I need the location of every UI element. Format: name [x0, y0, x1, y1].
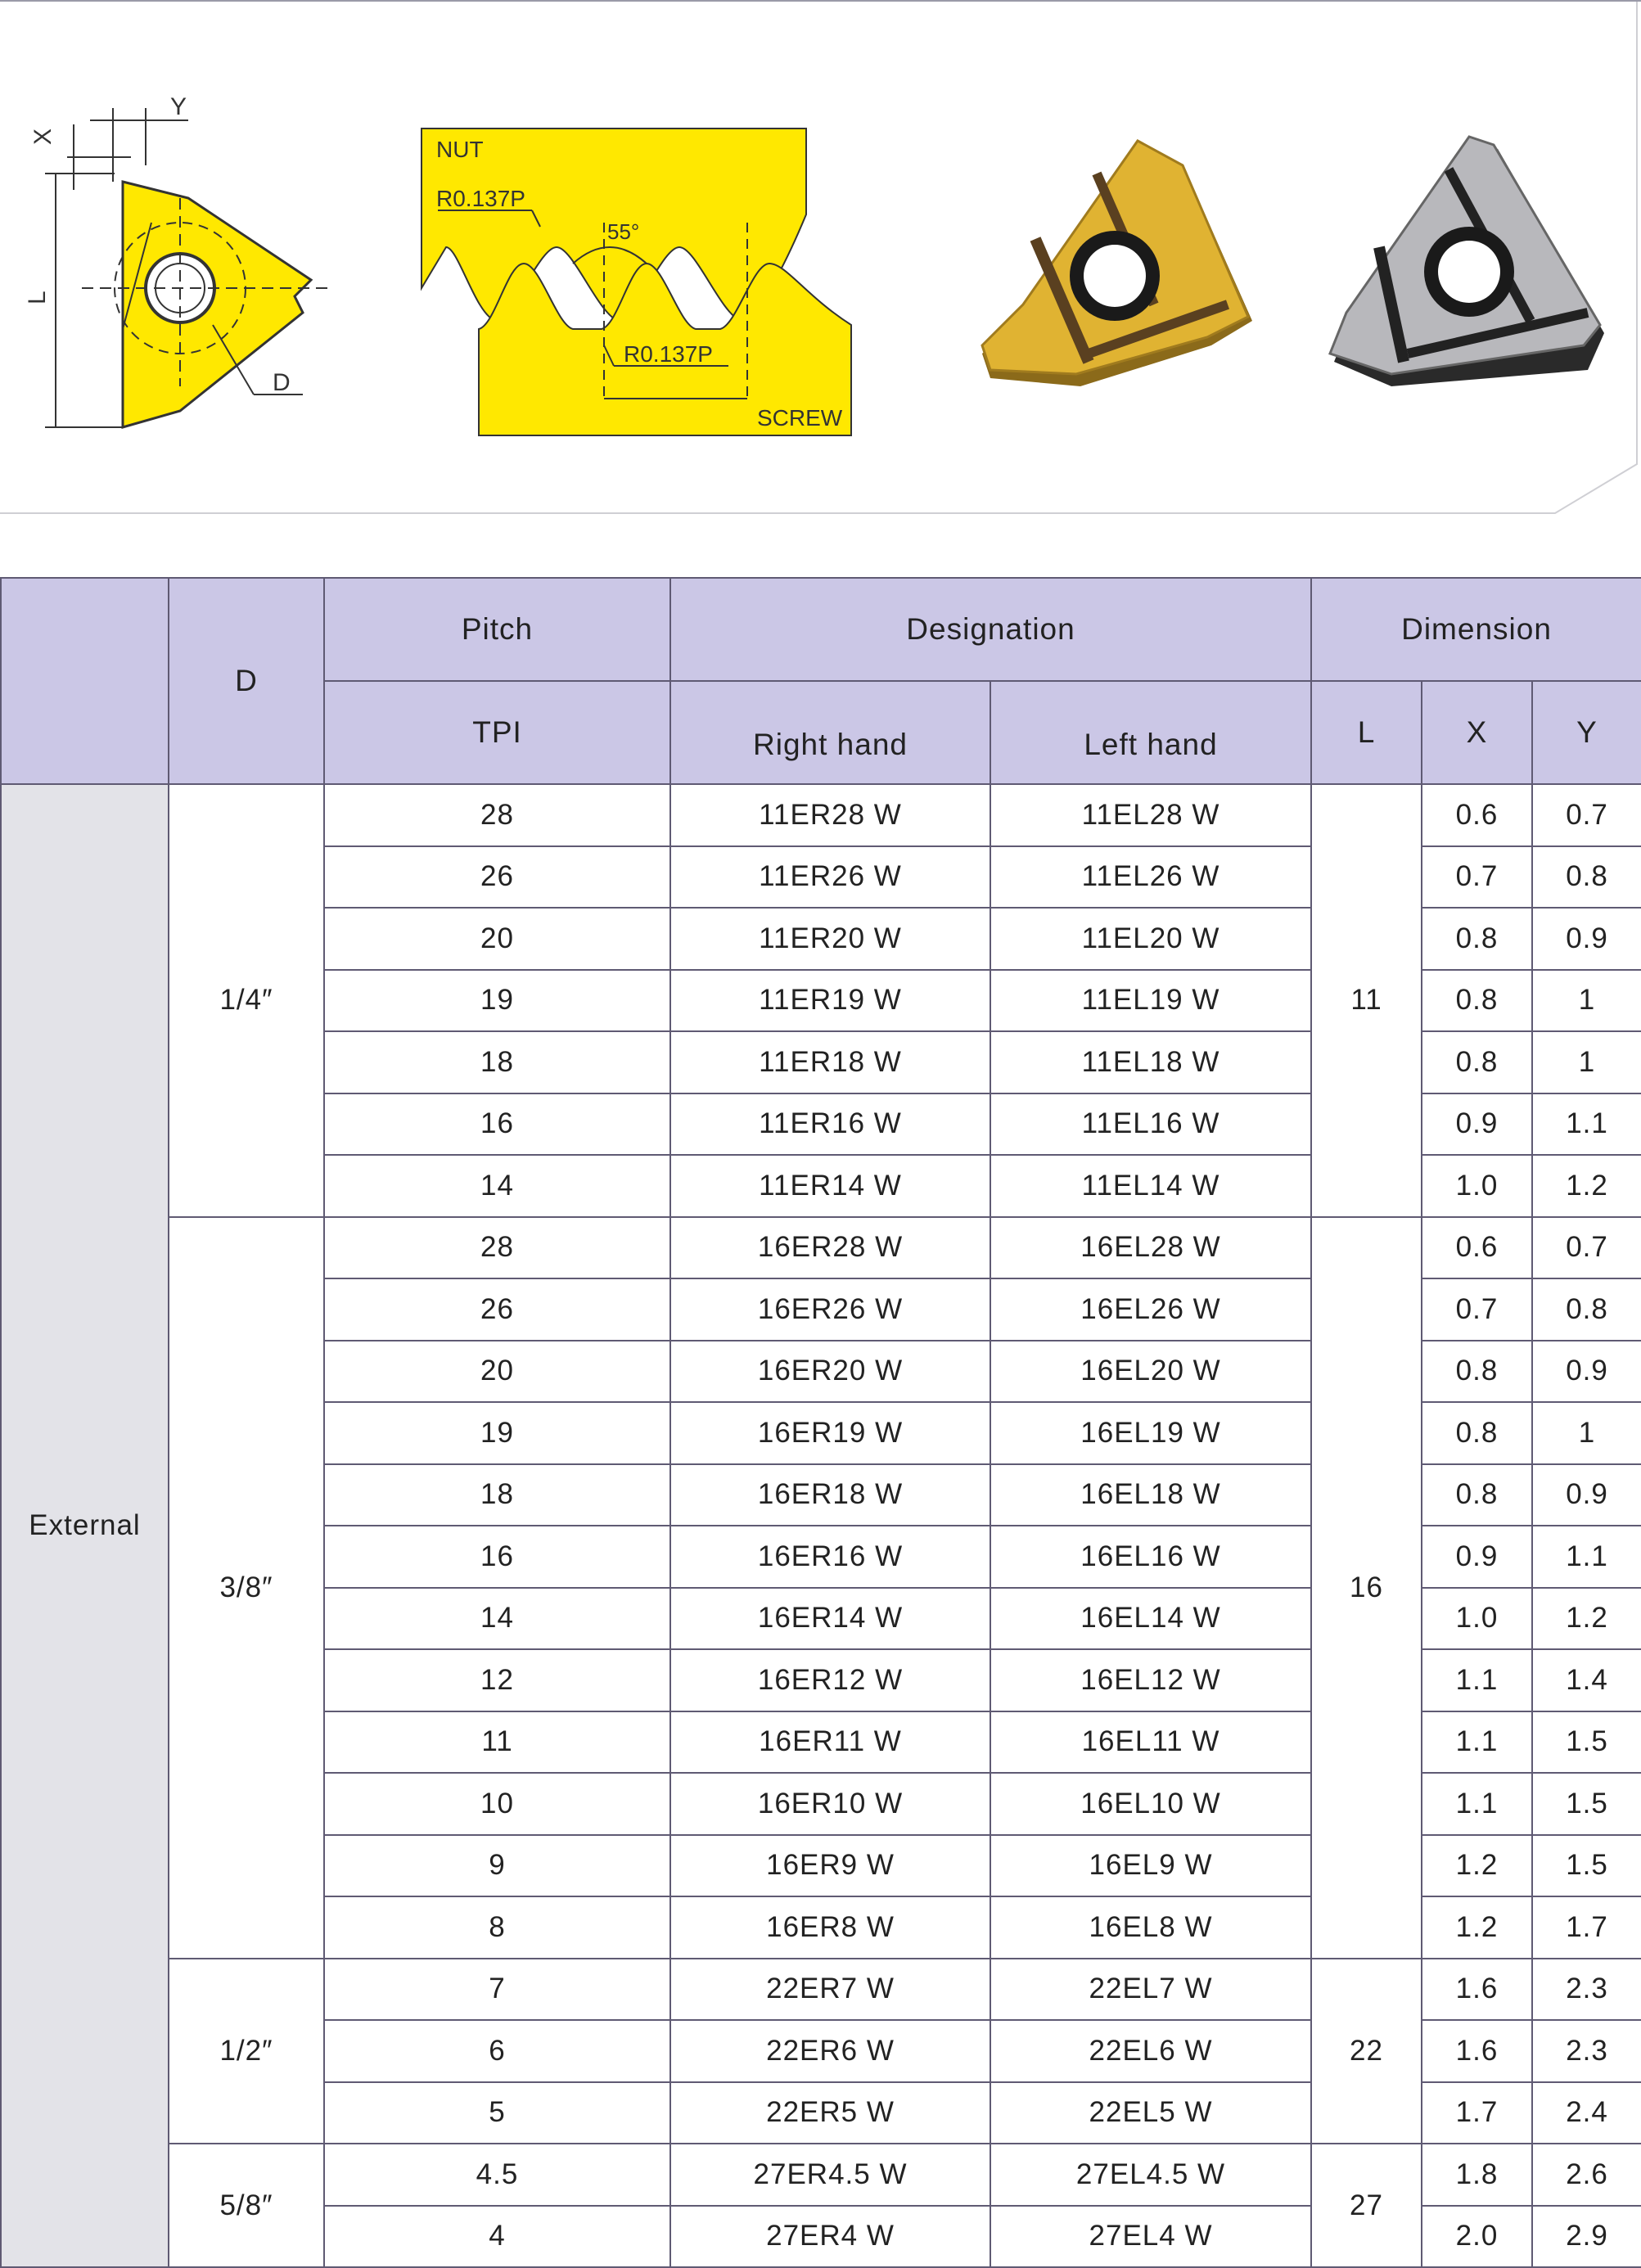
y-cell: 0.7	[1532, 1217, 1641, 1279]
tpi-cell: 26	[324, 1278, 670, 1341]
right-hand-cell: 16ER19 W	[670, 1402, 990, 1464]
header-dimension: Dimension	[1311, 578, 1641, 681]
d-cell: 1/2″	[169, 1959, 324, 2144]
right-hand-cell: 16ER26 W	[670, 1278, 990, 1341]
tpi-cell: 6	[324, 2020, 670, 2082]
x-cell: 1.1	[1422, 1649, 1532, 1711]
left-hand-cell: 16EL28 W	[990, 1217, 1311, 1279]
left-hand-cell: 11EL16 W	[990, 1093, 1311, 1156]
y-cell: 2.9	[1532, 2206, 1641, 2268]
right-hand-cell: 11ER18 W	[670, 1031, 990, 1093]
x-cell: 1.2	[1422, 1896, 1532, 1959]
x-cell: 0.9	[1422, 1526, 1532, 1588]
category-cell: External	[1, 784, 169, 2267]
right-hand-cell: 16ER10 W	[670, 1773, 990, 1835]
tpi-cell: 4	[324, 2206, 670, 2268]
tpi-cell: 16	[324, 1526, 670, 1588]
tpi-cell: 11	[324, 1711, 670, 1774]
right-hand-cell: 22ER6 W	[670, 2020, 990, 2082]
x-cell: 1.6	[1422, 2020, 1532, 2082]
left-hand-cell: 22EL6 W	[990, 2020, 1311, 2082]
d-cell: 3/8″	[169, 1217, 324, 1959]
right-hand-cell: 11ER16 W	[670, 1093, 990, 1156]
x-cell: 0.9	[1422, 1093, 1532, 1156]
left-hand-cell: 16EL12 W	[990, 1649, 1311, 1711]
right-hand-cell: 27ER4 W	[670, 2206, 990, 2268]
tpi-cell: 14	[324, 1155, 670, 1217]
right-hand-cell: 16ER9 W	[670, 1835, 990, 1897]
header-tpi: TPI	[324, 681, 670, 784]
x-cell: 1.2	[1422, 1835, 1532, 1897]
tpi-cell: 28	[324, 784, 670, 846]
y-cell: 0.9	[1532, 1341, 1641, 1403]
header-designation: Designation	[670, 578, 1311, 681]
x-cell: 0.7	[1422, 1278, 1532, 1341]
x-cell: 0.8	[1422, 1031, 1532, 1093]
y-cell: 0.9	[1532, 1464, 1641, 1526]
right-hand-cell: 16ER18 W	[670, 1464, 990, 1526]
header-right-hand	[670, 681, 990, 784]
left-hand-cell: 16EL14 W	[990, 1588, 1311, 1650]
silver-insert-image	[1330, 137, 1604, 386]
right-hand-cell: 16ER12 W	[670, 1649, 990, 1711]
x-cell: 1.7	[1422, 2082, 1532, 2144]
right-hand-cell: 16ER16 W	[670, 1526, 990, 1588]
x-cell: 0.8	[1422, 970, 1532, 1032]
screw-label: SCREW	[757, 405, 843, 431]
left-hand-cell: 22EL5 W	[990, 2082, 1311, 2144]
right-hand-cell: 11ER28 W	[670, 784, 990, 846]
left-hand-cell: 16EL9 W	[990, 1835, 1311, 1897]
y-cell: 0.8	[1532, 846, 1641, 909]
x-cell: 1.0	[1422, 1155, 1532, 1217]
x-cell: 1.1	[1422, 1773, 1532, 1835]
tpi-cell: 14	[324, 1588, 670, 1650]
left-hand-cell: 16EL16 W	[990, 1526, 1311, 1588]
header-d: D	[169, 578, 324, 784]
header-left-hand-label: Left hand	[1084, 728, 1218, 761]
x-cell: 2.0	[1422, 2206, 1532, 2268]
l-cell: 16	[1311, 1217, 1422, 1959]
left-hand-cell: 27EL4.5 W	[990, 2144, 1311, 2206]
y-cell: 0.9	[1532, 908, 1641, 970]
tpi-cell: 10	[324, 1773, 670, 1835]
left-hand-cell: 16EL26 W	[990, 1278, 1311, 1341]
left-hand-cell: 11EL14 W	[990, 1155, 1311, 1217]
left-hand-cell: 11EL28 W	[990, 784, 1311, 846]
right-hand-cell: 11ER26 W	[670, 846, 990, 909]
tpi-cell: 26	[324, 846, 670, 909]
tpi-cell: 7	[324, 1959, 670, 2021]
x-cell: 1.0	[1422, 1588, 1532, 1650]
right-hand-cell: 27ER4.5 W	[670, 2144, 990, 2206]
y-cell: 2.3	[1532, 2020, 1641, 2082]
x-cell: 1.8	[1422, 2144, 1532, 2206]
left-hand-cell: 11EL18 W	[990, 1031, 1311, 1093]
y-cell: 1	[1532, 1402, 1641, 1464]
table-row	[1, 1217, 1641, 1279]
right-hand-cell: 16ER8 W	[670, 1896, 990, 1959]
dim-x-label: X	[29, 128, 56, 145]
tpi-cell: 8	[324, 1896, 670, 1959]
y-cell: 1.1	[1532, 1526, 1641, 1588]
left-hand-cell: 22EL7 W	[990, 1959, 1311, 2021]
tpi-cell: 18	[324, 1031, 670, 1093]
y-cell: 1.5	[1532, 1835, 1641, 1897]
x-cell: 1.1	[1422, 1711, 1532, 1774]
right-hand-cell: 11ER20 W	[670, 908, 990, 970]
header-category	[1, 578, 169, 784]
gold-insert-image	[982, 141, 1252, 386]
y-cell: 2.3	[1532, 1959, 1641, 2021]
header-left-hand	[990, 681, 1311, 784]
right-hand-cell: 11ER14 W	[670, 1155, 990, 1217]
x-cell: 0.6	[1422, 784, 1532, 846]
d-cell: 1/4″	[169, 784, 324, 1217]
y-cell: 1	[1532, 970, 1641, 1032]
tpi-cell: 28	[324, 1217, 670, 1279]
x-cell: 0.8	[1422, 1402, 1532, 1464]
x-cell: 0.6	[1422, 1217, 1532, 1279]
x-cell: 0.8	[1422, 908, 1532, 970]
right-hand-cell: 16ER20 W	[670, 1341, 990, 1403]
header-y: Y	[1532, 681, 1641, 784]
right-hand-cell: 22ER5 W	[670, 2082, 990, 2144]
header-x: X	[1422, 681, 1532, 784]
left-hand-cell: 16EL8 W	[990, 1896, 1311, 1959]
tpi-cell: 18	[324, 1464, 670, 1526]
right-hand-cell: 16ER14 W	[670, 1588, 990, 1650]
right-hand-cell: 22ER7 W	[670, 1959, 990, 2021]
left-hand-cell: 16EL19 W	[990, 1402, 1311, 1464]
header-pitch: Pitch	[324, 578, 670, 681]
tpi-cell: 5	[324, 2082, 670, 2144]
left-hand-cell: 11EL20 W	[990, 908, 1311, 970]
x-cell: 0.8	[1422, 1464, 1532, 1526]
dim-l-label: L	[24, 291, 51, 304]
left-hand-cell: 16EL11 W	[990, 1711, 1311, 1774]
left-hand-cell: 16EL18 W	[990, 1464, 1311, 1526]
x-cell: 1.6	[1422, 1959, 1532, 2021]
y-cell: 1.4	[1532, 1649, 1641, 1711]
left-hand-cell: 16EL10 W	[990, 1773, 1311, 1835]
header-row-1	[1, 578, 1641, 681]
x-cell: 0.7	[1422, 846, 1532, 909]
y-cell: 1.2	[1532, 1155, 1641, 1217]
dim-d-label: D	[273, 369, 291, 396]
radius-top-label: R0.137P	[436, 186, 525, 211]
left-hand-cell: 16EL20 W	[990, 1341, 1311, 1403]
tpi-cell: 12	[324, 1649, 670, 1711]
l-cell: 27	[1311, 2144, 1422, 2267]
angle-label: 55°	[607, 219, 640, 244]
table-row	[1, 1959, 1641, 2021]
header-l: L	[1311, 681, 1422, 784]
y-cell: 0.8	[1532, 1278, 1641, 1341]
radius-bottom-label: R0.137P	[624, 341, 713, 367]
tpi-cell: 9	[324, 1835, 670, 1897]
header-right-hand-label: Right hand	[753, 728, 908, 761]
x-cell: 0.8	[1422, 1341, 1532, 1403]
spec-table	[0, 577, 1641, 2268]
tpi-cell: 4.5	[324, 2144, 670, 2206]
tpi-cell: 19	[324, 1402, 670, 1464]
dim-y-label: Y	[170, 93, 187, 120]
y-cell: 1.5	[1532, 1711, 1641, 1774]
right-hand-cell: 11ER19 W	[670, 970, 990, 1032]
l-cell: 11	[1311, 784, 1422, 1217]
tpi-cell: 20	[324, 908, 670, 970]
right-hand-cell: 16ER28 W	[670, 1217, 990, 1279]
y-cell: 2.6	[1532, 2144, 1641, 2206]
l-cell: 22	[1311, 1959, 1422, 2144]
figure-panel	[0, 2, 1641, 525]
y-cell: 1.1	[1532, 1093, 1641, 1156]
left-hand-cell: 11EL26 W	[990, 846, 1311, 909]
table-row	[1, 2144, 1641, 2206]
nut-label: NUT	[436, 137, 484, 162]
tpi-cell: 16	[324, 1093, 670, 1156]
d-cell: 5/8″	[169, 2144, 324, 2267]
y-cell: 0.7	[1532, 784, 1641, 846]
y-cell: 1.5	[1532, 1773, 1641, 1835]
thread-profile-diagram	[422, 129, 851, 435]
tpi-cell: 20	[324, 1341, 670, 1403]
table-row	[1, 784, 1641, 846]
tpi-cell: 19	[324, 970, 670, 1032]
left-hand-cell: 11EL19 W	[990, 970, 1311, 1032]
right-hand-cell: 16ER11 W	[670, 1711, 990, 1774]
y-cell: 1.7	[1532, 1896, 1641, 1959]
y-cell: 1	[1532, 1031, 1641, 1093]
left-hand-cell: 27EL4 W	[990, 2206, 1311, 2268]
y-cell: 1.2	[1532, 1588, 1641, 1650]
y-cell: 2.4	[1532, 2082, 1641, 2144]
